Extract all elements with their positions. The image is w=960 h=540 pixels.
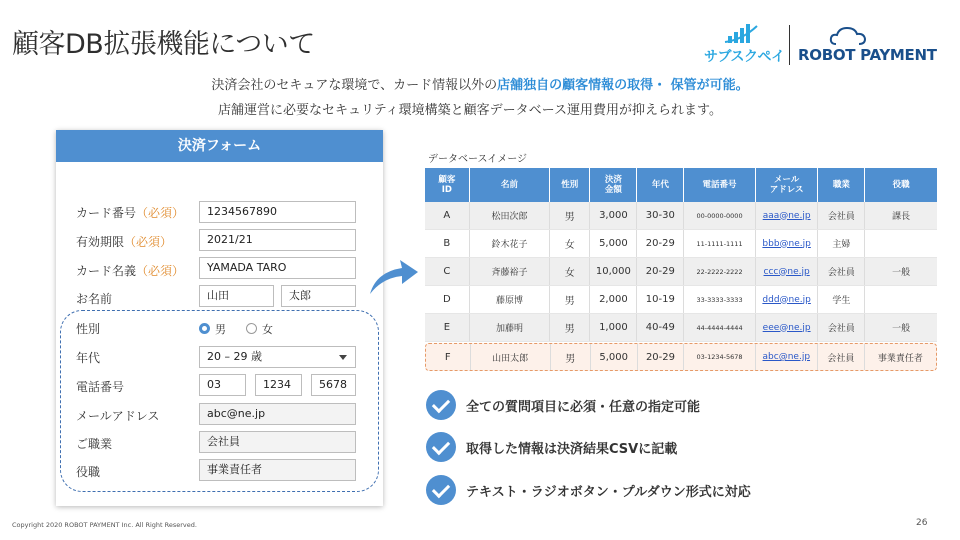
cell-amount: 1,000 — [590, 314, 637, 341]
dropdown-caret-icon — [339, 355, 347, 360]
cell-id: B — [425, 230, 470, 257]
cell-id: E — [425, 314, 470, 341]
cell-email[interactable]: eee@ne.jp — [756, 314, 819, 341]
feature-item: 全ての質問項目に必須・任意の指定可能 — [426, 390, 700, 420]
cell-id: D — [425, 286, 470, 313]
cell-gender: 男 — [551, 344, 591, 370]
flow-arrow-icon — [366, 252, 422, 298]
table-header-row — [425, 168, 937, 202]
column-header-job: 職業 — [818, 168, 865, 202]
form-header: 決済フォーム — [56, 130, 383, 162]
phone-input-2[interactable]: 1234 — [255, 374, 302, 396]
cell-name: 藤原博 — [470, 286, 550, 313]
cell-email[interactable]: aaa@ne.jp — [756, 202, 819, 229]
check-circle-icon — [426, 475, 456, 505]
cell-amount: 2,000 — [590, 286, 637, 313]
age-select[interactable]: 20 – 29 歳 — [199, 346, 356, 368]
cell-role: 一般 — [892, 268, 911, 278]
phone-input-1[interactable]: 03 — [199, 374, 246, 396]
cell-job: 会社員 — [818, 202, 865, 229]
cell-email[interactable]: abc@ne.jp — [756, 344, 818, 370]
phone-label: 電話番号 — [76, 380, 125, 394]
cell-age: 40-49 — [637, 314, 684, 341]
column-header-gender: 性別 — [550, 168, 590, 202]
database-label: データベースイメージ — [428, 154, 527, 165]
cell-amount: 5,000 — [591, 344, 638, 370]
payment-form — [56, 130, 383, 506]
cell-age: 20-29 — [637, 230, 684, 257]
cell-phone: 22-2222-2222 — [684, 258, 756, 285]
phone-input-3[interactable]: 5678 — [311, 374, 356, 396]
column-header-role: 役職 — [892, 180, 910, 190]
robotpayment-logo-text: ROBOT PAYMENT — [798, 46, 937, 64]
page-title: 顧客DB拡張機能について — [12, 29, 315, 60]
last-name-input[interactable]: 山田 — [199, 285, 274, 307]
cell-id: A — [425, 202, 470, 229]
cell-job: 会社員 — [818, 258, 865, 285]
cell-phone: 11-1111-1111 — [684, 230, 756, 257]
table-row — [425, 286, 937, 314]
role-label: 役職 — [76, 465, 101, 479]
cell-age: 20-29 — [638, 344, 685, 370]
cell-gender: 男 — [550, 202, 590, 229]
table-row-highlighted — [425, 343, 937, 371]
cell-age: 10-19 — [637, 286, 684, 313]
expiry-input[interactable]: 2021/21 — [199, 229, 356, 251]
cell-gender: 女 — [550, 230, 590, 257]
column-header-email: メール アドレス — [756, 168, 819, 202]
gender-label: 性別 — [76, 322, 101, 336]
radio-empty-icon — [246, 323, 257, 334]
cell-name: 松田次郎 — [470, 202, 550, 229]
name-label: お名前 — [76, 292, 113, 306]
cell-gender: 女 — [550, 258, 590, 285]
cell-amount: 3,000 — [590, 202, 637, 229]
cell-job: 会社員 — [818, 314, 865, 341]
logo-divider — [789, 25, 790, 65]
cell-job: 学生 — [818, 286, 865, 313]
cell-email[interactable]: ccc@ne.jp — [756, 258, 819, 285]
cell-job: 会社員 — [818, 344, 865, 370]
expiry-label: 有効期限（必須） — [76, 235, 173, 249]
cell-role: 一般 — [892, 324, 911, 334]
cell-email[interactable]: ddd@ne.jp — [756, 286, 819, 313]
cell-id: F — [426, 344, 471, 370]
check-circle-icon — [426, 432, 456, 462]
table-row — [425, 202, 937, 230]
gender-radio-male[interactable]: 男 — [199, 321, 226, 337]
cell-name: 斉藤裕子 — [470, 258, 550, 285]
cell-age: 30-30 — [637, 202, 684, 229]
feature-item: テキスト・ラジオボタン・プルダウン形式に対応 — [426, 475, 751, 505]
cell-email[interactable]: bbb@ne.jp — [756, 230, 819, 257]
email-label: メールアドレス — [76, 409, 160, 423]
cell-phone: 00-0000-0000 — [684, 202, 756, 229]
bar-graph-icon — [724, 22, 758, 44]
column-header-phone: 電話番号 — [684, 168, 756, 202]
robotpayment-logo — [796, 26, 936, 66]
column-header-id: 顧客 ID — [425, 168, 470, 202]
first-name-input[interactable]: 太郎 — [281, 285, 356, 307]
cell-name: 鈴木花子 — [470, 230, 550, 257]
role-input[interactable]: 事業責任者 — [199, 459, 356, 481]
subscpay-logo-text: サブスクペイ — [704, 49, 785, 65]
table-row — [425, 230, 937, 258]
card-name-input[interactable]: YAMADA TARO — [199, 257, 356, 279]
cloud-icon — [828, 26, 868, 46]
cell-job: 主婦 — [818, 230, 865, 257]
cell-gender: 男 — [550, 314, 590, 341]
check-circle-icon — [426, 390, 456, 420]
subtitle-line-1: 決済会社のセキュアな環境で、カード情報以外の店舗独自の顧客情報の取得・ 保管が可能。 — [211, 78, 749, 93]
cell-phone: 33-3333-3333 — [684, 286, 756, 313]
cell-role — [865, 286, 937, 313]
age-label: 年代 — [76, 351, 101, 365]
column-header-name: 名前 — [470, 168, 550, 202]
cell-phone: 44-4444-4444 — [684, 314, 756, 341]
cell-name: 加藤明 — [470, 314, 550, 341]
cell-amount: 10,000 — [590, 258, 637, 285]
cell-role: 課長 — [892, 212, 911, 222]
card-number-label: カード番号（必須） — [76, 206, 185, 220]
card-name-label: カード名義（必須） — [76, 264, 185, 278]
cell-id: C — [425, 258, 470, 285]
subtitle-accent: 店舗独自の顧客情報の取得・ 保管が可能。 — [497, 78, 749, 93]
card-number-input[interactable]: 1234567890 — [199, 201, 356, 223]
table-row — [425, 258, 937, 286]
radio-selected-icon — [199, 323, 210, 334]
database-table — [425, 168, 937, 371]
column-header-age: 年代 — [637, 168, 684, 202]
cell-gender: 男 — [550, 286, 590, 313]
cell-name: 山田太郎 — [471, 344, 551, 370]
cell-age: 20-29 — [637, 258, 684, 285]
copyright: Copyright 2020 ROBOT PAYMENT Inc. All Right Reserved. — [12, 521, 197, 529]
column-header-amount: 決済 金額 — [590, 168, 637, 202]
cell-phone: 03-1234-5678 — [684, 344, 755, 370]
page-number: 26 — [916, 518, 928, 528]
cell-role: 事業責任者 — [877, 353, 923, 364]
cell-role — [865, 230, 937, 257]
gender-radio-female[interactable]: 女 — [246, 321, 273, 337]
table-row — [425, 314, 937, 342]
cell-amount: 5,000 — [590, 230, 637, 257]
subtitle-line-2: 店舗運営に必要なセキュリティ環境構築と顧客データベース運用費用が抑えられます。 — [217, 103, 722, 118]
email-input[interactable]: abc@ne.jp — [199, 403, 356, 425]
job-input[interactable]: 会社員 — [199, 431, 356, 453]
feature-item: 取得した情報は決済結果CSVに記載 — [426, 432, 677, 462]
subscpay-logo — [704, 22, 785, 68]
job-label: ご職業 — [76, 437, 113, 451]
